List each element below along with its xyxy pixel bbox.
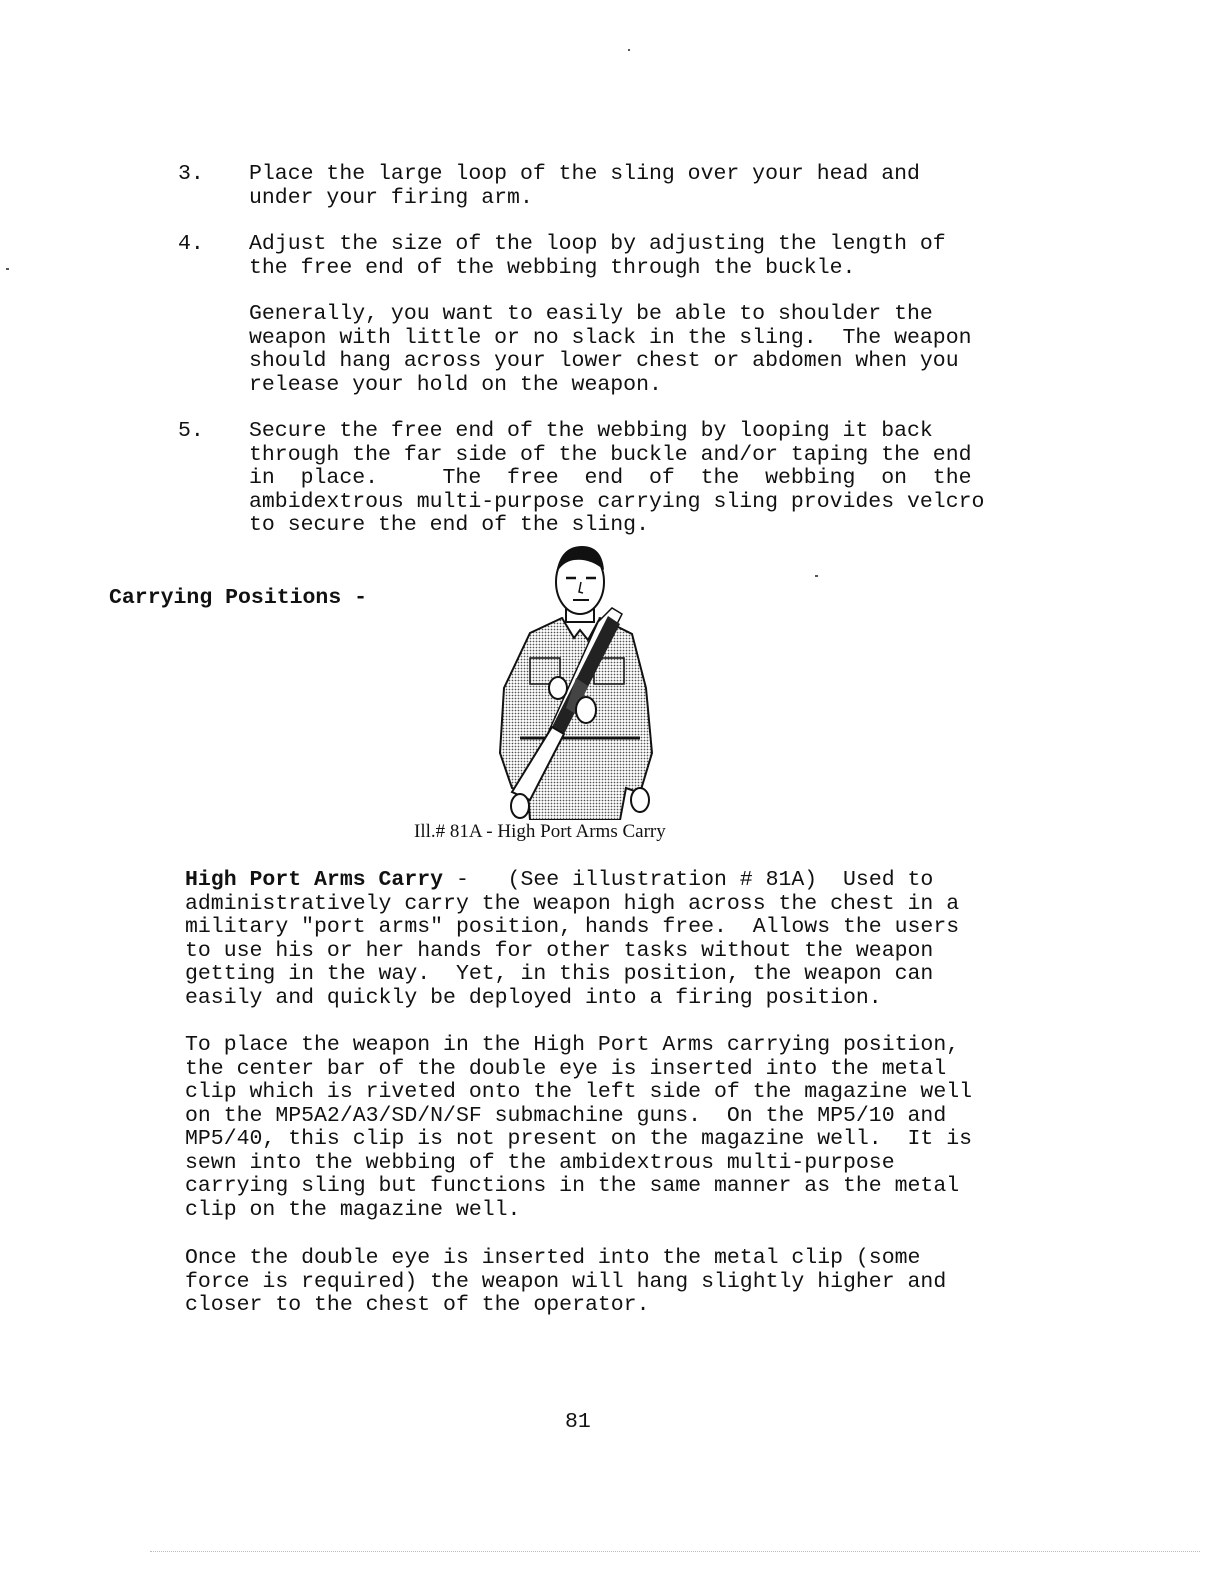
high-port-first-line: - (See illustration # 81A) Used to bbox=[443, 868, 934, 892]
high-port-term: High Port Arms Carry bbox=[185, 868, 444, 892]
scan-bottom-line bbox=[150, 1551, 1200, 1552]
double-eye-paragraph: Once the double eye is inserted into the metal clip (some force is required) the weapon will hang slightly higher and closer to the chest of the operator. bbox=[185, 1246, 947, 1317]
high-port-paragraph bbox=[185, 869, 959, 1010]
placement-paragraph: To place the weapon in the High Port Arms carrying position, the center bar of the double eye is inserted into the metal clip which is riveted onto the left side of the magazine well on the MP5A2/A3/SD/N/SF submachine guns. On the MP5/10 and MP5/40, this clip is not present on the magazine well. It is sewn into the webbing of the ambidextrous multi-purpose carrying sling but functions in the same manner as the metal clip on the magazine well. bbox=[185, 1033, 973, 1222]
scan-speck bbox=[815, 575, 818, 577]
step-number: 5. bbox=[178, 419, 204, 443]
step-text: Secure the free end of the webbing by looping it back through the far side of the buckle and/or taping the end in place. The free end of the webbing on the ambidextrous multi-purpose carrying sling provides velcro to secure the end of the sling. bbox=[249, 419, 985, 537]
page-number: 81 bbox=[565, 1410, 591, 1434]
step-note-text: Generally, you want to easily be able to shoulder the weapon with little or no slack in the sling. The weapon should hang across your lower chest or abdomen when you release your hold on the weapon. bbox=[249, 302, 972, 397]
scan-speck bbox=[628, 49, 630, 51]
section-heading: Carrying Positions - bbox=[109, 586, 368, 610]
soldier-with-weapon-drawing bbox=[490, 538, 670, 820]
step-text: Adjust the size of the loop by adjusting the length of the free end of the webbing through the buckle. bbox=[249, 232, 946, 280]
figure-caption: Ill.# 81A - High Port Arms Carry bbox=[414, 821, 666, 842]
step-number: 3. bbox=[178, 162, 204, 186]
step-number: 4. bbox=[178, 232, 204, 256]
step-text: Place the large loop of the sling over your head and under your firing arm. bbox=[249, 162, 920, 210]
scan-speck bbox=[6, 268, 9, 270]
high-port-rest: administratively carry the weapon high across the chest in a military "port arms" position, hands free. Allows the users to use his or her hands for other tasks without the weapon getting in the way. Yet, in this position, the weapon can easily and quickly be deployed into a firing position. bbox=[185, 891, 960, 1010]
illustration-high-port-arms bbox=[490, 538, 670, 820]
